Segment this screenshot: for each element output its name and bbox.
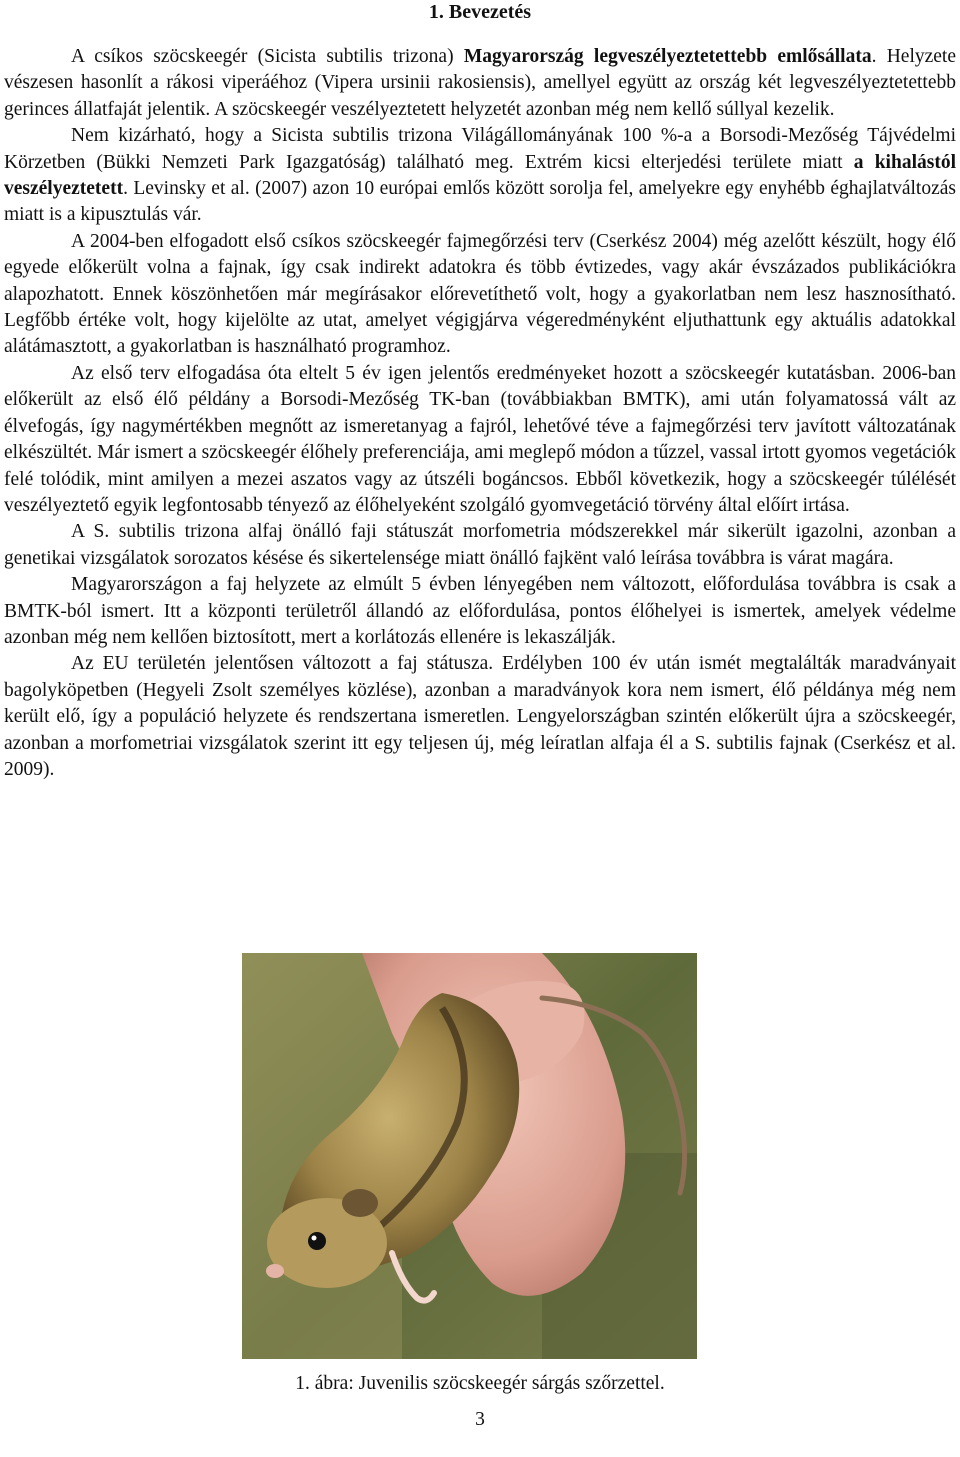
mouse-photo <box>242 953 697 1359</box>
mouse-eye <box>308 1232 326 1250</box>
text-run: . Levinsky et al. (2007) azon 10 európai emlős között sorolja fel, amelyekre egy enyhébb éghajlatváltozás miatt is a kipusztulás vár. <box>4 178 956 226</box>
body-paragraph <box>4 651 956 783</box>
page-number: 3 <box>475 1409 485 1430</box>
section-heading: 1. Bevezetés <box>428 1 532 23</box>
text-run: A csíkos szöcskeegér (Sicista subtilis trizona) <box>71 46 464 67</box>
text-run: Az EU területén jelentősen változott a faj státusza. Erdélyben 100 év után ismét megtalálták maradványait bagolyköpetben (Hegyeli Zsolt személyes közlése), azonban a maradványok kora nem ismert, élő példánya még nem került elő, így a populáció helyzete és rendszertana ismeretlen. Lengyelországban szintén előkerült újra a szöcskeegér, azonban a morfometriai vizsgálatok szerint itt egy teljesen új, még leíratlan alfaja él a S. subtilis fajnak (Cserkész et al. 2009). <box>4 653 956 780</box>
mouse-ear <box>342 1189 378 1217</box>
text-run: Az első terv elfogadása óta eltelt 5 év igen jelentős eredményeket hozott a szöcskeegér kutatásban. 2006-ban előkerült az első élő példány a Borsodi-Mezőség TK-ban (továbbiakban BMTK), ami után folyamatossá vált az élvefogás, így nagymértékben megnőtt az ismeretanyag a fajról, lehetővé téve a fajmegőrzési terv javított változatának elkészültét. Már ismert a szöcskeegér élőhely preferenciája, ami meglepő módon a tűzzel, vassal irtott gyomos vegetációk felé tolódik, mint amilyen a mezei aszatos vagy az útszéli bogáncsos. Ebből következik, hogy a szöcskeegér túlélését veszélyeztető egyik legfontosabb tényező az élőhelyeként szolgáló gyomvegetáció törvény által előírt irtása. <box>4 362 956 516</box>
text-run: A S. subtilis trizona alfaj önálló faji státuszát morfometria módszerekkel már sikerült igazolni, azonban a genetikai vizsgálatok sorozatos késése és sikertelensége miatt önálló fajkënt való leírása továbbra is várat magára. <box>4 521 956 569</box>
heading-spacer <box>4 26 956 44</box>
mouse-nose <box>266 1264 284 1278</box>
text-run: A 2004-ben elfogadott első csíkos szöcskeegér fajmegőrzési terv (Cserkész 2004) még azelőtt készült, hogy élő egyede előkerült volna a fajnak, így csak indirekt adatokra és több évtizedes, vagy akár évszázados publikációkra alapozhatott. Ennek köszönhetően már megírásakor előrevetíthető volt, hogy a gyakorlatban nem lesz hasznosítható. Legfőbb értéke volt, hogy kijelölte az utat, amelyet végigjárva végeredményként eljuthattunk egy aktuális adatokkal alátámasztott, a gyakorlatban is használható programhoz. <box>4 230 956 358</box>
bold-text-run: Magyarország legveszélyeztetettebb emlősállata <box>463 46 872 67</box>
body-paragraph <box>4 572 956 651</box>
figure-photo-jumping-mouse <box>242 953 697 1359</box>
text-run: . Helyzete vészesen hasonlít a rákosi viperáéhoz (Vipera ursinii rakosiensis), amellyel együtt az ország két legveszélyeztetettebb gerinces állatfaját jelentik. A szöcskeegér veszélyeztetett helyzetét azonban még nem kellő súllyal kezelik. <box>4 46 957 120</box>
bold-text-run: a kihalástól veszélyeztetett <box>4 151 956 200</box>
body-paragraph <box>4 123 956 229</box>
text-run: Magyarországon a faj helyzete az elmúlt 5 évben lényegében nem változott, előfordulása továbbra is csak a BMTK-ból ismert. Itt a központi területről állandó az előfordulása, pontos élőhelyei is ismertek, amelyek védelme azonban még nem kellően biztosított, mert a korlátozás ellenére is lekaszálják. <box>4 574 956 648</box>
body-paragraph <box>4 361 956 519</box>
body-paragraph <box>4 44 956 123</box>
text-run: Nem kizárható, hogy a Sicista subtilis trizona Világállományának 100 %-a a Borsodi-Mezőség Tájvédelmi Körzetben (Bükki Nemzeti Park Igazgatóság) található meg. Extrém kicsi elterjedési területe miatt <box>4 125 956 173</box>
body-text <box>4 44 956 783</box>
mouse-eye-glint <box>312 1236 317 1241</box>
figure-caption: 1. ábra: Juvenilis szöcskeegér sárgás szőrzettel. <box>295 1373 665 1394</box>
body-paragraph <box>4 519 956 572</box>
body-paragraph <box>4 229 956 361</box>
